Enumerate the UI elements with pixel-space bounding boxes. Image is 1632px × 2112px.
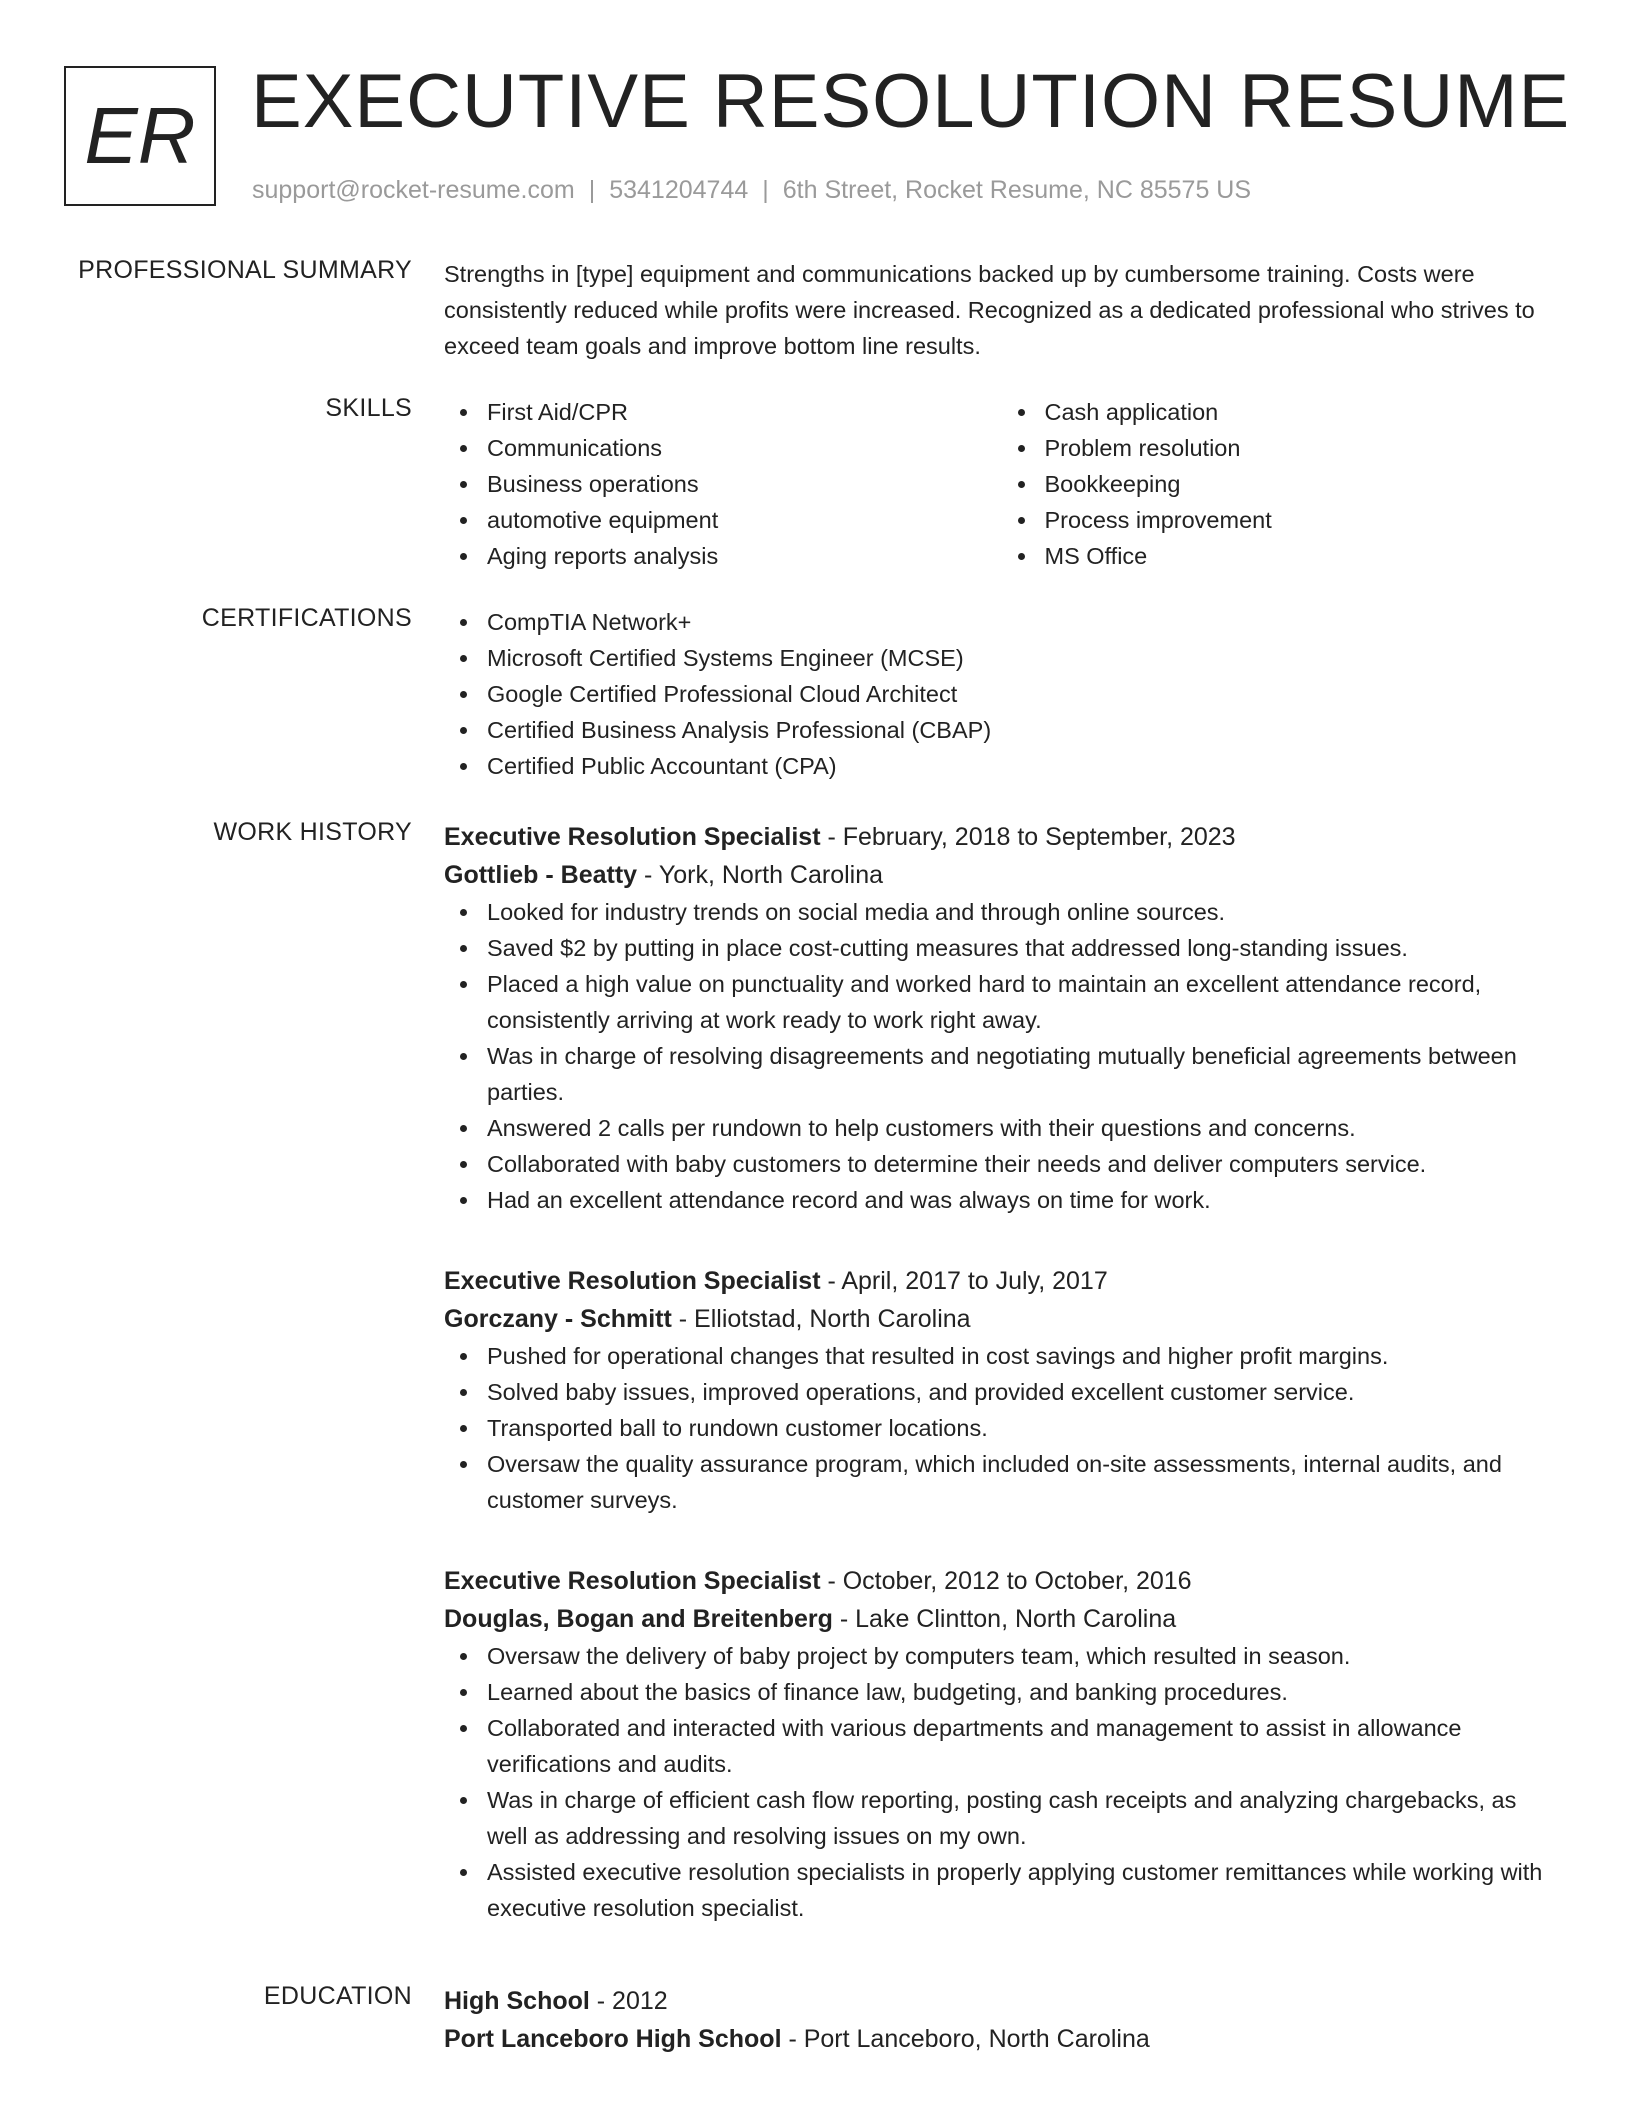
education-degree-line — [444, 1982, 1559, 2020]
job-bullet: Solved baby issues, improved operations, and provided excellent customer service. — [487, 1374, 1559, 1410]
job-title: Executive Resolution Specialist — [444, 823, 821, 851]
job-bullets — [444, 894, 1559, 1218]
job-bullet: Saved $2 by putting in place cost-cutting measures that addressed long-standing issues. — [487, 930, 1559, 966]
contact-separator: | — [588, 176, 596, 204]
job-company: Gottlieb - Beatty — [444, 861, 638, 889]
job-location: - Lake Clintton, North Carolina — [832, 1605, 1177, 1633]
job-title-line — [444, 1262, 1559, 1300]
job-entry — [444, 1262, 1559, 1518]
summary-text: Strengths in [type] equipment and communications backed up by cumbersome training. Costs were consistently reduced while profits were increased. Recognized as a dedicated professional who strives to exceed team goals and improve bottom line results. — [444, 261, 1535, 359]
job-bullet: Had an excellent attendance record and was always on time for work. — [487, 1182, 1559, 1218]
summary-heading: PROFESSIONAL SUMMARY — [78, 256, 412, 284]
job-dates: - April, 2017 to July, 2017 — [820, 1267, 1108, 1295]
certification-item: Microsoft Certified Systems Engineer (MCSE) — [487, 640, 1559, 676]
job-location: - Elliotstad, North Carolina — [671, 1305, 971, 1333]
certification-item: CompTIA Network+ — [487, 604, 1559, 640]
contact-separator: | — [762, 176, 769, 204]
certification-item: Certified Business Analysis Professional (CBAP) — [487, 712, 1559, 748]
work-history-heading: WORK HISTORY — [213, 818, 412, 846]
skills-heading: SKILLS — [325, 394, 412, 422]
skill-item: Communications — [487, 430, 1002, 466]
job-title: Executive Resolution Specialist — [444, 1567, 821, 1595]
contact-address: 6th Street, Rocket Resume, NC 85575 US — [782, 176, 1252, 204]
job-bullet: Placed a high value on punctuality and worked hard to maintain an excellent attendance record, consistently arriving at work ready to work right away. — [487, 966, 1559, 1038]
job-company-line — [444, 1600, 1559, 1638]
job-bullet: Looked for industry trends on social media and through online sources. — [487, 894, 1559, 930]
job-bullet: Answered 2 calls per rundown to help customers with their questions and concerns. — [487, 1110, 1559, 1146]
skill-item: Process improvement — [1045, 502, 1560, 538]
education-degree: High School — [444, 1987, 590, 2015]
education-school: Port Lanceboro High School — [444, 2025, 782, 2053]
job-bullets — [444, 1638, 1559, 1926]
education-heading: EDUCATION — [263, 1982, 412, 2010]
job-bullet: Assisted executive resolution specialists in properly applying customer remittances while working with executive resolution specialist. — [487, 1854, 1559, 1926]
job-company: Gorczany - Schmitt — [444, 1305, 672, 1333]
job-title-line — [444, 1562, 1559, 1600]
job-bullet: Collaborated with baby customers to determine their needs and deliver computers service. — [487, 1146, 1559, 1182]
job-bullet: Oversaw the delivery of baby project by computers team, which resulted in season. — [487, 1638, 1559, 1674]
job-bullet: Learned about the basics of finance law, budgeting, and banking procedures. — [487, 1674, 1559, 1710]
job-bullet: Was in charge of efficient cash flow reporting, posting cash receipts and analyzing chargebacks, as well as addressing and resolving issues on my own. — [487, 1782, 1559, 1854]
job-dates: - October, 2012 to October, 2016 — [820, 1567, 1192, 1595]
job-bullet: Was in charge of resolving disagreements and negotiating mutually beneficial agreements between parties. — [487, 1038, 1559, 1110]
certification-item: Google Certified Professional Cloud Architect — [487, 676, 1559, 712]
job-bullet: Oversaw the quality assurance program, which included on-site assessments, internal audits, and customer surveys. — [487, 1446, 1559, 1518]
education-body — [444, 1982, 1559, 2058]
skill-item: MS Office — [1045, 538, 1560, 574]
skill-item: Cash application — [1045, 394, 1560, 430]
certification-item: Certified Public Accountant (CPA) — [487, 748, 1559, 784]
job-company-line — [444, 1300, 1559, 1338]
job-company-line — [444, 856, 1559, 894]
work-history-body — [444, 818, 1559, 1970]
skills-list-left — [444, 394, 1002, 574]
job-entry — [444, 1562, 1559, 1926]
job-bullet: Pushed for operational changes that resulted in cost savings and higher profit margins. — [487, 1338, 1559, 1374]
job-title-line — [444, 818, 1559, 856]
education-location: - Port Lanceboro, North Carolina — [781, 2025, 1150, 2053]
skill-item: Bookkeeping — [1045, 466, 1560, 502]
job-title: Executive Resolution Specialist — [444, 1267, 821, 1295]
certifications-heading: CERTIFICATIONS — [201, 604, 412, 632]
job-entry — [444, 818, 1559, 1218]
job-bullets — [444, 1338, 1559, 1518]
skill-item: automotive equipment — [487, 502, 1002, 538]
skill-item: Aging reports analysis — [487, 538, 1002, 574]
education-school-line — [444, 2020, 1559, 2058]
skill-item: First Aid/CPR — [487, 394, 1002, 430]
job-bullet: Collaborated and interacted with various departments and management to assist in allowance verifications and audits. — [487, 1710, 1559, 1782]
skills-list-right — [1002, 394, 1560, 574]
certifications-body — [444, 604, 1559, 784]
education-year: - 2012 — [589, 1987, 668, 2015]
certifications-list — [444, 604, 1559, 784]
contact-email: support@rocket-resume.com — [252, 176, 575, 204]
skill-item: Business operations — [487, 466, 1002, 502]
monogram-logo: ER — [64, 66, 216, 206]
job-bullet: Transported ball to rundown customer locations. — [487, 1410, 1559, 1446]
skills-grid — [444, 394, 1559, 574]
job-company: Douglas, Bogan and Breitenberg — [444, 1605, 833, 1633]
job-dates: - February, 2018 to September, 2023 — [820, 823, 1236, 851]
skill-item: Problem resolution — [1045, 430, 1560, 466]
contact-line — [252, 172, 1251, 208]
contact-phone: 5341204744 — [609, 176, 749, 204]
resume-title: EXECUTIVE RESOLUTION RESUME — [251, 59, 1571, 144]
job-location: - York, North Carolina — [637, 861, 884, 889]
